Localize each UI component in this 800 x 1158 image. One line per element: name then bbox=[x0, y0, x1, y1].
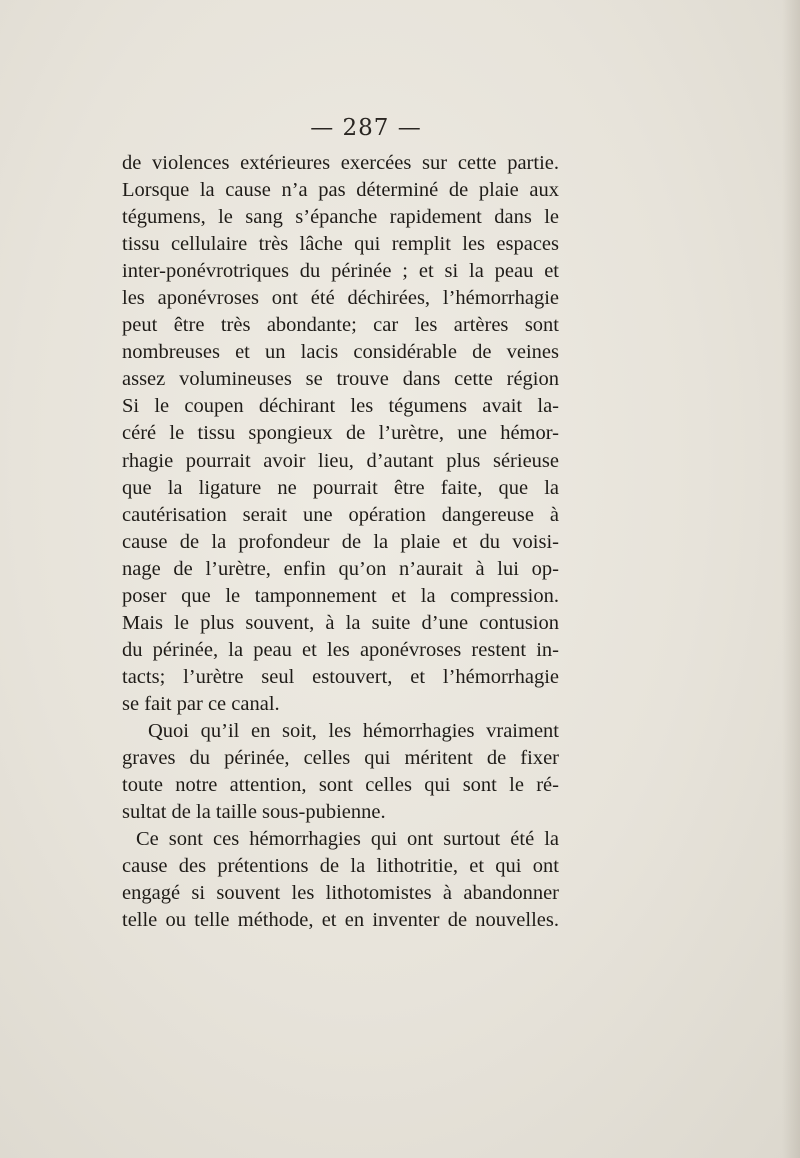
text-line: assez volumineuses se trouve dans cette région bbox=[122, 368, 559, 391]
text-line: nage de l’urètre, enfin qu’on n’aurait à lui op- bbox=[122, 557, 559, 580]
text-line: Lorsque la cause n’a pas déterminé de plaie aux bbox=[122, 179, 559, 202]
text-line: toute notre attention, sont celles qui sont le ré- bbox=[122, 774, 559, 797]
body-text bbox=[122, 150, 559, 934]
text-line: se fait par ce canal. bbox=[122, 692, 280, 715]
text-line: tégumens, le sang s’épanche rapidement dans le bbox=[122, 206, 559, 229]
text-line: cause de la profondeur de la plaie et du voisi- bbox=[122, 530, 559, 553]
text-line: tacts; l’urètre seul estouvert, et l’hémorrhagie bbox=[122, 665, 559, 688]
text-line: engagé si souvent les lithotomistes à abandonner bbox=[122, 882, 559, 905]
text-line: tissu cellulaire très lâche qui remplit les espaces bbox=[122, 233, 559, 256]
text-line: Si le coupen déchirant les tégumens avait la- bbox=[122, 395, 559, 418]
text-line: céré le tissu spongieux de l’urètre, une hémor- bbox=[122, 422, 559, 445]
text-line: cause des prétentions de la lithotritie, et qui ont bbox=[122, 855, 559, 878]
text-line: Ce sont ces hémorrhagies qui ont surtout été la bbox=[136, 828, 559, 851]
text-line: les aponévroses ont été déchirées, l’hémorrhagie bbox=[122, 287, 559, 310]
text-line: sultat de la taille sous-pubienne. bbox=[122, 801, 386, 824]
text-line: peut être très abondante; car les artères sont bbox=[122, 314, 559, 337]
text-line: graves du périnée, celles qui méritent de fixer bbox=[122, 747, 559, 770]
page-number: — 287 — bbox=[310, 115, 422, 141]
text-line: Mais le plus souvent, à la suite d’une contusion bbox=[122, 611, 559, 634]
text-line: du périnée, la peau et les aponévroses restent in- bbox=[122, 638, 559, 661]
text-line: de violences extérieures exercées sur cette partie. bbox=[122, 152, 559, 174]
text-line: poser que le tamponnement et la compression. bbox=[122, 584, 559, 607]
text-line: cautérisation serait une opération dangereuse à bbox=[122, 503, 559, 526]
text-line: Quoi qu’il en soit, les hémorrhagies vraiment bbox=[148, 719, 559, 742]
text-line: telle ou telle méthode, et en inventer de nouvelles. bbox=[122, 909, 559, 932]
text-line: rhagie pourrait avoir lieu, d’autant plus sérieuse bbox=[122, 449, 559, 472]
text-line: nombreuses et un lacis considérable de veines bbox=[122, 341, 559, 364]
text-line: que la ligature ne pourrait être faite, que la bbox=[122, 476, 559, 499]
text-line: inter-ponévrotriques du périnée ; et si la peau et bbox=[122, 260, 559, 283]
